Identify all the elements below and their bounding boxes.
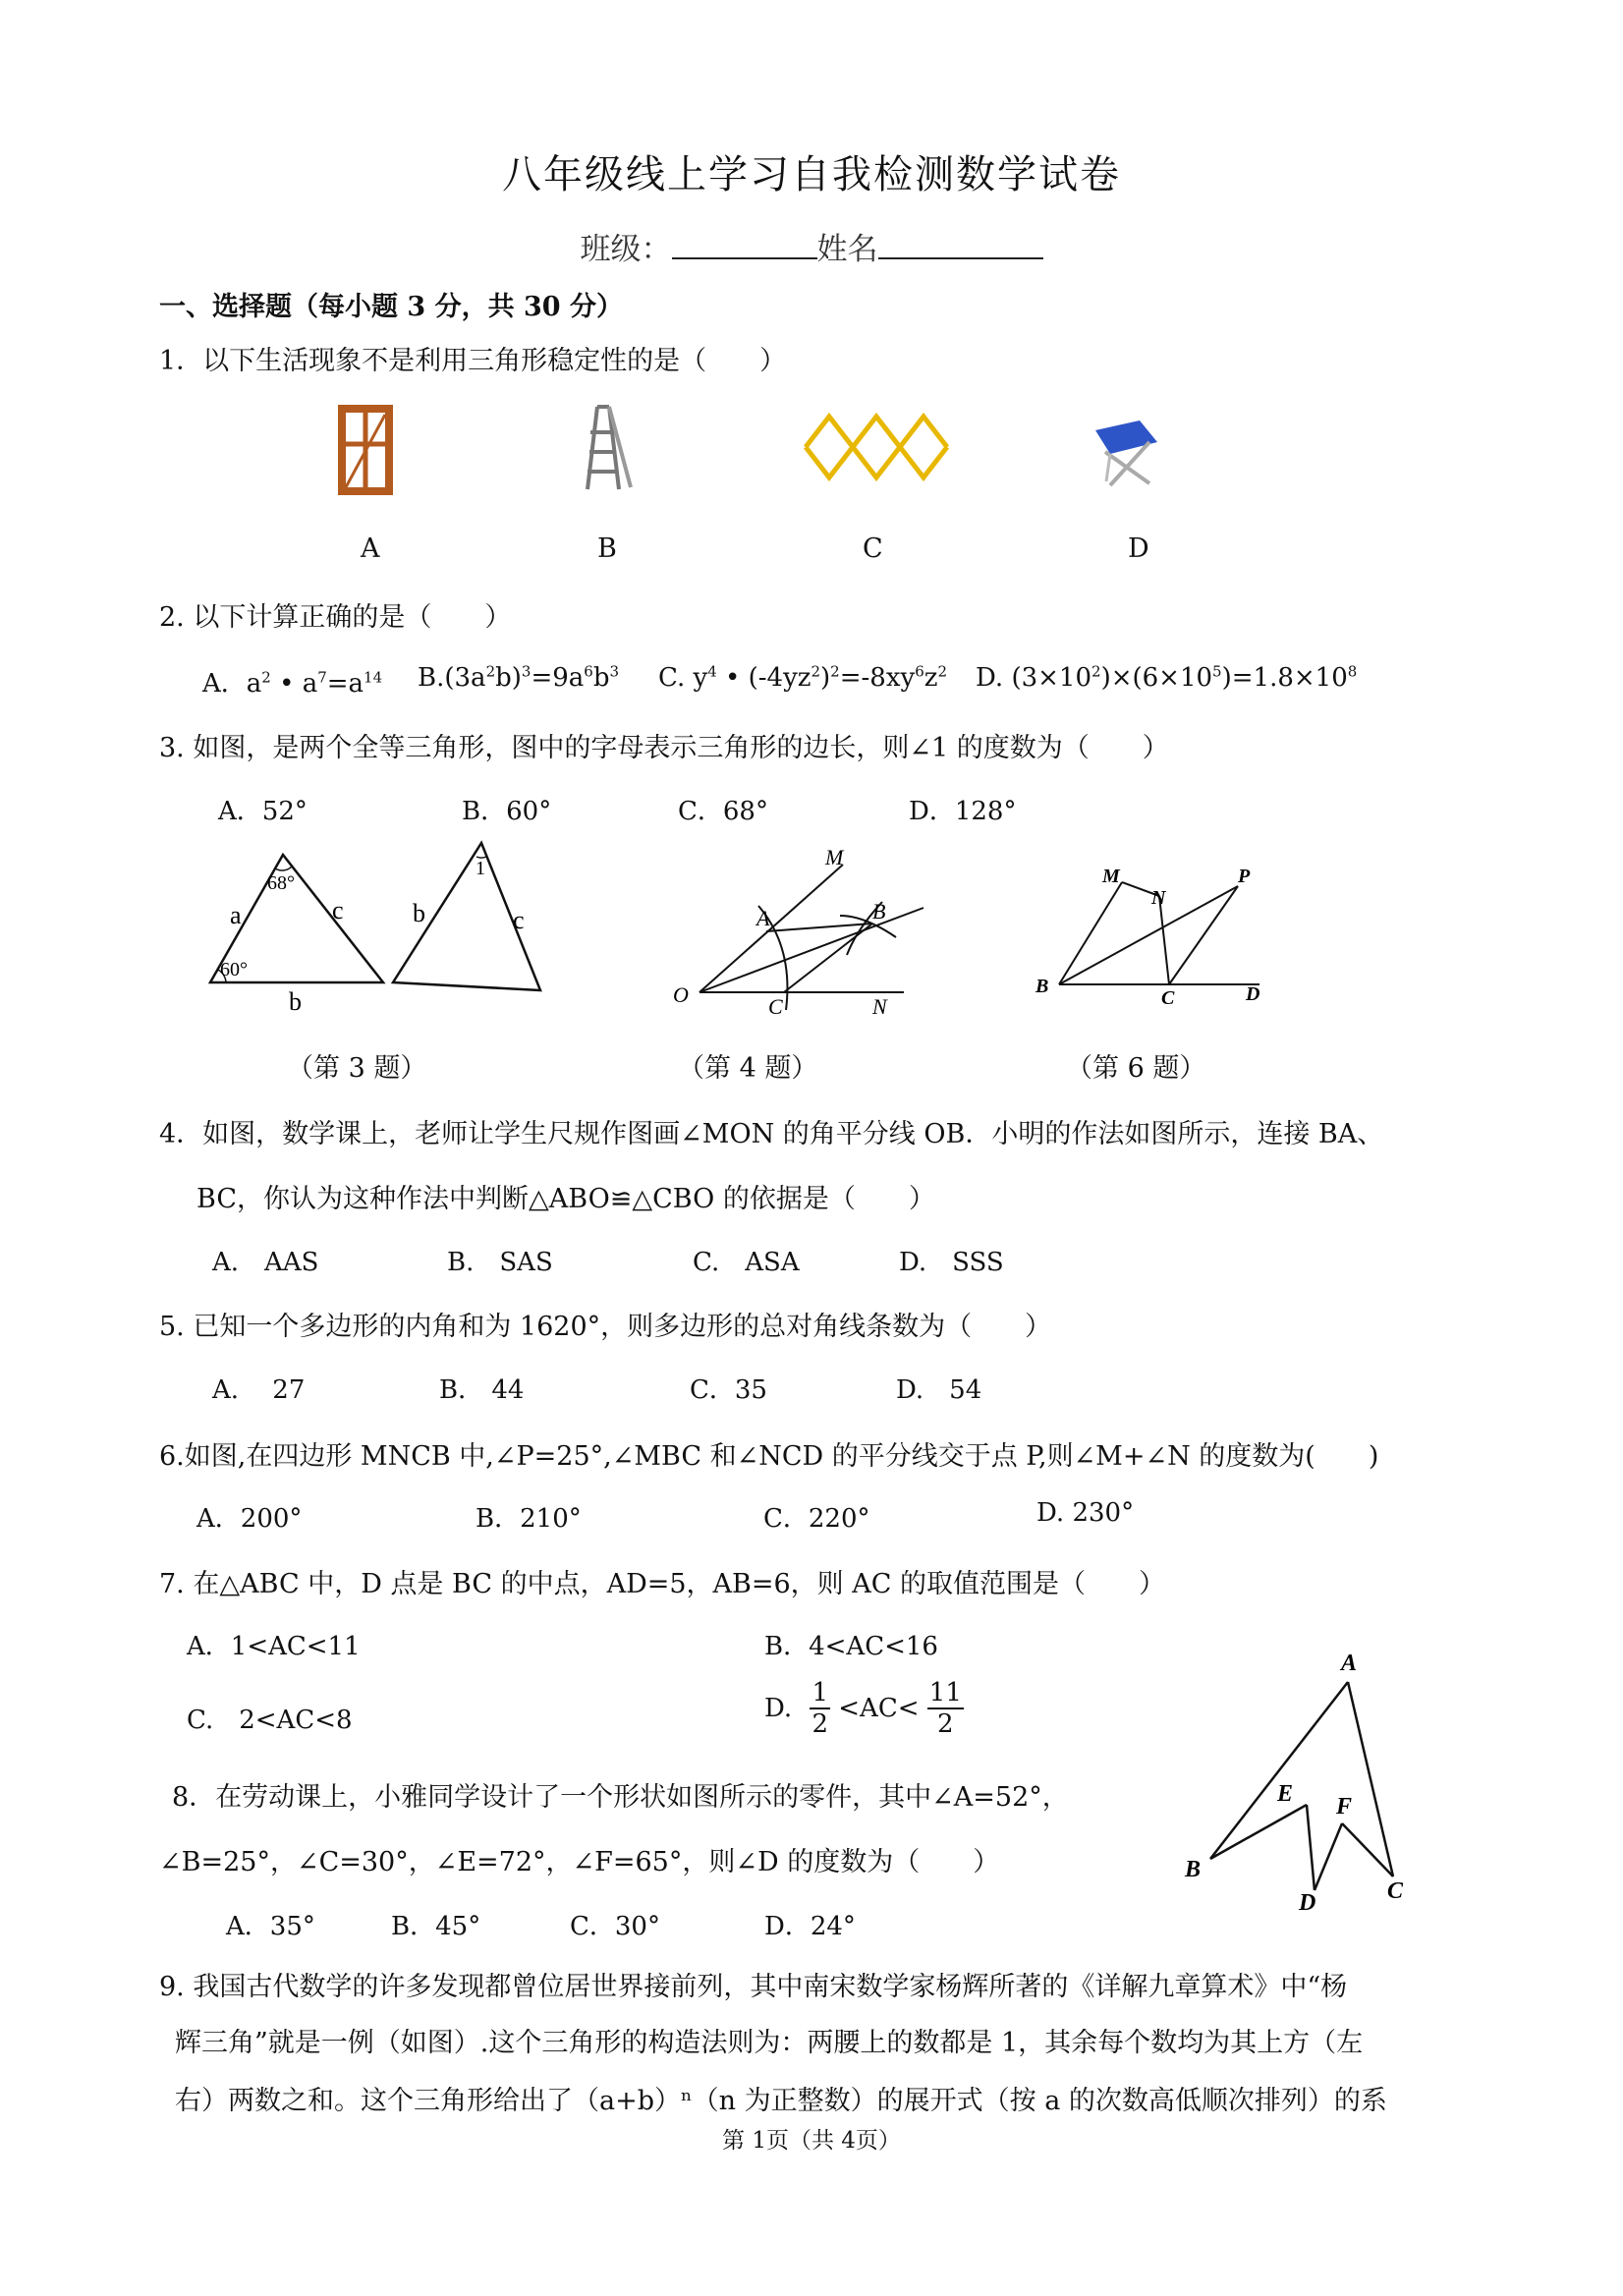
section-1-title: 一、选择题（每小题 3 分，共 30 分）: [159, 292, 623, 322]
q1-label-b: B: [597, 533, 617, 564]
q8-option-a: A．35°: [226, 1912, 315, 1941]
q6-option-b: B．210°: [476, 1504, 582, 1534]
fig3-angle-1: 1: [476, 858, 485, 879]
q9-line2: 辉三角”就是一例（如图）.这个三角形的构造法则为：两腰上的数都是 1，其余每个数均为其上方（左: [175, 2028, 1364, 2058]
q6-stem: 6.如图,在四边形 MNCB 中,∠P=25°,∠MBC 和∠NCD 的平分线交于点 P,则∠M+∠N 的度数为( ): [159, 1441, 1379, 1472]
q3-option-c: C．68°: [678, 797, 768, 826]
q2-option-d: D. $(3\times 10^2)\times(6\times 10^5)=1.8\times 10^8$: [976, 662, 1358, 693]
q7-option-c: C. 2<AC<8: [187, 1706, 353, 1735]
q8-stem-line2: ∠B=25°，∠C=30°，∠E=72°，∠F=65°，则∠D 的度数为（ ）: [159, 1847, 1000, 1877]
q7-option-d: D. $\frac{1}{2}$ <AC< $\frac{11}{2}$: [764, 1678, 962, 1739]
window-picture: [342, 409, 389, 491]
ladder-picture: [588, 407, 631, 489]
fig3-angle-60: 60°: [220, 959, 248, 980]
fig8-label-e: E: [1277, 1781, 1294, 1807]
q5-option-d: D. 54: [896, 1375, 982, 1405]
fig4-caption: （第 4 题）: [678, 1053, 818, 1084]
q1-label-d: D: [1128, 533, 1149, 564]
fig8-label-f: F: [1336, 1794, 1353, 1820]
q4-option-d: D. SSS: [899, 1248, 1004, 1277]
fig8-label-b: B: [1185, 1857, 1202, 1882]
fig3-side-c: c: [332, 896, 344, 924]
fig6-label-d: D: [1246, 983, 1260, 1005]
q2-option-a: A．$a^2$ • $a^7=a^{14}$: [202, 668, 383, 699]
lattice-picture: [806, 417, 947, 477]
fig4-label-b: B: [872, 899, 886, 924]
fig8-label-c: C: [1387, 1878, 1404, 1904]
q8-option-d: D．24°: [764, 1912, 856, 1941]
q1-pictures: [324, 403, 1307, 501]
fig4-label-o: O: [673, 982, 689, 1007]
figure-q3: [196, 835, 560, 1022]
figure-q6: [1032, 855, 1277, 1012]
stool-picture: [1095, 420, 1157, 485]
fig3-side-a: a: [230, 901, 242, 929]
q4-option-b: B. SAS: [447, 1248, 553, 1277]
fig4-label-m: M: [825, 845, 844, 869]
q2-option-c: C. $y^4$ • $(-4yz^2)^2=-8xy^6z^2$: [658, 662, 947, 693]
q5-option-c: C．35: [690, 1375, 767, 1405]
q7-option-a: A．1<AC<11: [187, 1632, 361, 1661]
fig6-caption: （第 6 题）: [1066, 1053, 1206, 1084]
q5-option-b: B． 44: [439, 1375, 525, 1405]
q4-option-c: C. ASA: [693, 1248, 800, 1277]
q4-option-a: A. AAS: [212, 1248, 319, 1277]
exam-title: 八年级线上学习自我检测数学试卷: [502, 152, 1121, 197]
fig8-label-a: A: [1341, 1651, 1358, 1676]
q5-stem: 5. 已知一个多边形的内角和为 1620°，则多边形的总对角线条数为（ ）: [159, 1312, 1052, 1342]
fig6-label-n: N: [1151, 887, 1166, 909]
fig6-label-m: M: [1102, 866, 1120, 887]
q2-option-b: $B.(3a^2b)^3=9a^6b^3$: [418, 662, 620, 693]
figure-q4: [668, 845, 933, 1022]
fig3-angle-68: 68°: [267, 872, 295, 894]
q1-label-a: A: [361, 533, 380, 564]
q1-stem: 1．以下生活现象不是利用三角形稳定性的是（ ）: [159, 346, 787, 376]
q4-stem-line2: BC，你认为这种作法中判断△ABO≌△CBO 的依据是（ ）: [196, 1184, 935, 1214]
name-blank: [878, 230, 1043, 259]
fig3-t2-side-c: c: [513, 906, 525, 934]
figure-q8: [1169, 1651, 1425, 1916]
q3-option-d: D．128°: [909, 797, 1017, 826]
fig3-t2-side-b: b: [413, 899, 425, 927]
fig6-label-b: B: [1035, 976, 1049, 997]
fig8-label-d: D: [1299, 1890, 1316, 1916]
page-footer: 第 1页（共 4页）: [722, 2128, 901, 2154]
q7-stem: 7. 在△ABC 中，D 点是 BC 的中点，AD=5，AB=6，则 AC 的取值范围是（ ）: [159, 1569, 1165, 1599]
q8-option-c: C．30°: [570, 1912, 660, 1941]
q2-stem: 2. 以下计算正确的是（ ）: [159, 602, 512, 633]
fig6-label-p: P: [1238, 866, 1251, 887]
class-name-line: [0, 224, 1623, 268]
name-label: 姓名: [816, 232, 878, 267]
q8-stem-line1: 8．在劳动课上，小雅同学设计了一个形状如图所示的零件，其中∠A=52°，: [172, 1782, 1069, 1813]
fig3-side-b: b: [289, 987, 302, 1016]
fig3-caption: （第 3 题）: [287, 1053, 427, 1084]
q5-option-a: A. 27: [212, 1375, 306, 1405]
q6-option-a: A．200°: [196, 1504, 303, 1534]
q6-option-d: D. 230°: [1036, 1498, 1135, 1528]
q3-stem: 3. 如图，是两个全等三角形，图中的字母表示三角形的边长，则∠1 的度数为（ ）: [159, 733, 1169, 763]
fig4-label-n: N: [872, 994, 887, 1019]
q9-line1: 9. 我国古代数学的许多发现都曾位居世界接前列，其中南宋数学家杨辉所著的《详解九章算术》中“杨: [159, 1972, 1348, 2002]
fig4-label-c: C: [768, 994, 783, 1019]
q4-stem-line1: 4．如图，数学课上，老师让学生尺规作图画∠MON 的角平分线 OB．小明的作法如图所示，连接 BA、: [159, 1119, 1384, 1149]
class-blank: [672, 230, 817, 259]
q7-option-b: B．4<AC<16: [764, 1632, 938, 1661]
fig6-label-c: C: [1161, 987, 1175, 1009]
class-label: 班级：: [580, 232, 672, 267]
q9-line3: 右）两数之和。这个三角形给出了（a+b）ⁿ（n 为正整数）的展开式（按 a 的次数高低顺次排列）的系: [175, 2086, 1387, 2116]
q3-option-b: B．60°: [462, 797, 552, 826]
q8-option-b: B．45°: [391, 1912, 481, 1941]
q6-option-c: C．220°: [763, 1504, 870, 1534]
q1-label-c: C: [863, 533, 883, 564]
q3-option-a: A．52°: [218, 797, 308, 826]
fig4-label-a: A: [756, 906, 770, 930]
